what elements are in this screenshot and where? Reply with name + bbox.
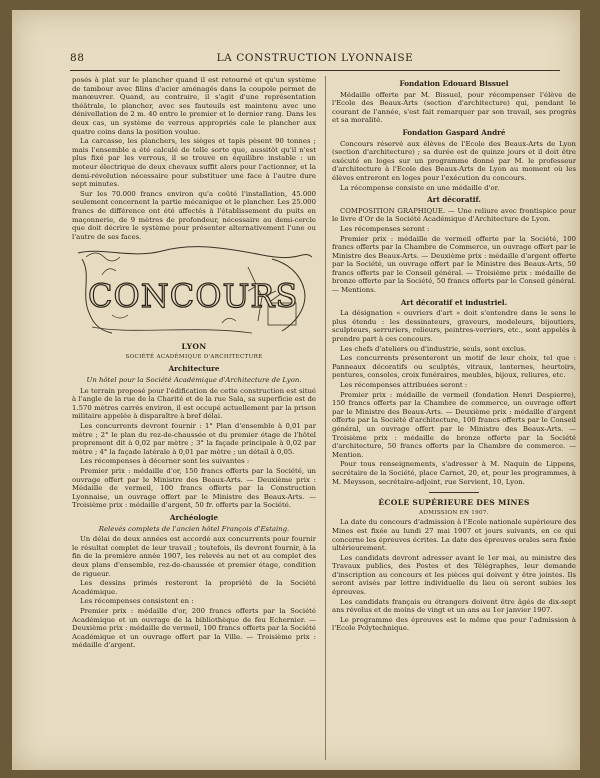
mines-para-1: La date du concours d'admission à l'Ecole nationale supérieure des Mines est fixée au lundi 27 mai 1907 et jours suivants, en ce qui concerne les épreuves écrites. La date des épreuves orales sera fixée ultérieurement. xyxy=(332,518,576,553)
architecture-subject: Un hôtel pour la Société Académique d'Architecture de Lyon. xyxy=(86,376,302,385)
andre-para-2: La récompense consiste en une médaille d'or. xyxy=(340,183,500,192)
concours-banner xyxy=(72,245,316,337)
deco-para-1: Les récompenses seront : xyxy=(340,224,430,233)
mines-para-4: Le programme des épreuves est le même que pour l'admission à l'Ecole Polytechnique. xyxy=(332,615,576,633)
mines-subheading: ADMISSION EN 1907. xyxy=(419,509,489,516)
journal-title: LA CONSTRUCTION LYONNAISE xyxy=(216,52,414,64)
archeo-para-4: Premier prix : médaille d'or, 200 francs offerts par la Société Académique et un ouvrage de la bibliothèque de feu Echernier. — Deuxième prix : médaille de vermeil, 100 francs offerts par la Société Académique et un ouvrage offert par la Ville. — Troisième prix : médaille d'argent. xyxy=(72,606,316,650)
section-separator xyxy=(429,492,479,493)
page-header xyxy=(70,52,560,66)
deco-para-2: Premier prix : médaille de vermeil offerte par la Société, 100 francs offerts par la Chambre de Commerce, un ouvrage offert par le Ministre des Beaux-Arts. — Deuxième prix : médaille d'argent offerte par la Société, un ouvrage offert par le Ministre des Beaux-Arts, 50 francs offerts par le Conseil général. — Troisième prix : médaille de bronze offerte par la Société, 50 francs offerts par le Conseil général. — Mentions. xyxy=(332,234,576,295)
archeo-para-2: Les dessins primés resteront la propriété de la Société Académique. xyxy=(72,579,316,596)
andre-para-1: Concours réservé aux élèves de l'Ecole des Beaux-Arts de Lyon (section d'architecture) ; sa durée est de quinze jours et il doit être exécuté en loges sur un programme donné par M. le professeur d'architecture à l'Ecole des Beaux-Arts de Lyon au moment où les élèves entreront en loges pour l'exécution du concours. xyxy=(332,139,576,182)
page-number: 88 xyxy=(70,52,85,64)
lyon-heading: LYON xyxy=(181,342,207,352)
concours-ornament xyxy=(72,245,316,337)
archi-para-2: Les concurrents devront fournir : 1° Plan d'ensemble à 0,01 par mètre ; 2° le plan du rez-de-chaussée et du premier étage de l'hôtel proprement dit à 0,02 par mètre ; 3° la façade principale à 0,02 par mètre ; 4° la façade latérale à 0,01 par mètre ; un détail à 0,05. xyxy=(72,422,316,456)
archeologie-heading: Archéologie xyxy=(169,512,219,522)
bissuel-para: Médaille offerte par M. Bissuel, pour récompenser l'élève de l'Ecole des Beaux-Arts (section d'architecture) qui, pendant le courant de l'année, s'est fait remarquer par son travail, ses progrès et sa moralité. xyxy=(332,90,576,125)
archeologie-subject: Relevés complets de l'ancien hôtel François d'Estaing. xyxy=(98,524,290,533)
indus-para-6: Pour tous renseignements, s'adresser à M. Naquin de Lippens, secrétaire de la Société, place Carnot, 20, et, pour les programmes, à M. Meysson, secrétaire-adjoint, rue Servient, 10, Lyon. xyxy=(332,460,576,486)
societe-subheading: SOCIÉTÉ ACADÉMIQUE D'ARCHITECTURE xyxy=(125,353,263,360)
architecture-heading: Architecture xyxy=(168,364,220,374)
indus-para-4: Les récompenses attribuées seront : xyxy=(340,381,468,389)
composition-graphique: COMPOSITION GRAPHIQUE. — Une reliure avec frontispice pour le livre d'Or de la Société Académique d'Architecture de Lyon. xyxy=(332,206,576,224)
intro-para-1: posés à plat sur le plancher quand il est retourné et qu'un système de tambour avec filins d'acier aménagés dans la coupole permet de manœuvrer. Quand, au contraire, il s'agit d'une représentation théâtrale, le plancher, avec ses fauteuils est maintenu avec une dénivellation de 2 m. 40 entre le premier et le dernier rang. Dans les deux cas, un système de verrous appropriés cale le plancher aux quatre coins dans la position voulue. xyxy=(72,76,316,136)
indus-para-2: Les chefs d'ateliers ou d'industrie, seuls, sont exclus. xyxy=(340,344,527,353)
right-column xyxy=(332,76,576,760)
archi-para-3: Les récompenses à décerner sont les suivantes : xyxy=(80,457,250,466)
mines-para-2: Les candidats devront adresser avant le 1er mai, au ministre des Travaux publics, des Postes et des Télégraphes, leur demande d'inscription au concours et les pièces qui doivent y être jointes. Ils seront avisés par lettre individuelle du lieu où seront subies les épreuves. xyxy=(332,553,576,597)
art-decoratif-heading: Art décoratif. xyxy=(427,195,481,205)
mines-para-3: Les candidats français ou étrangers doivent être âgés de dix-sept ans révolus et de moins de vingt et un ans au 1er janvier 1907. xyxy=(332,597,576,615)
archi-para-1: Le terrain proposé pour l'édification de cette construction est situé à l'angle de la rue de la Charité et de la rue Sala, sa superficie est de 1.570 mètres carrés environ, il est occupé actuellement par la prison militaire appelée à disparaître à bref délai. xyxy=(72,386,316,421)
archeo-para-1: Un délai de deux années est accordé aux concurrents pour fournir le résultat complet de leur travail ; toutefois, ils devront fournir, à la fin de la première année 1907, les relevés au net et au complet des deux plans d'ensemble, rez-de-chaussée et premier étage, condition de rigueur. xyxy=(72,535,316,578)
intro-para-3: Sur les 70.000 francs environ qu'a coûté l'installation, 45.000 seulement concernent la partie mécanique et le plancher. Les 25.000 francs de différence ont été affectés à l'établissement du puits en maçonnerie, de 9 mètres de profondeur, nécessaire au demi-cercle que doit décrire le système pour présenter alternativement l'une ou l'autre de ses faces. xyxy=(72,189,316,241)
column-divider xyxy=(325,76,326,760)
left-column xyxy=(72,76,316,760)
art-industriel-heading: Art décoratif et industriel. xyxy=(400,297,508,307)
mines-heading: ÉCOLE SUPÉRIEURE DES MINES xyxy=(378,498,530,508)
intro-para-2: La carcasse, les planchers, les sièges et tapis pèsent 90 tonnes ; mais l'ensemble a été calculé de telle sorte que, aussitôt qu'il n'est plus fixé par les verrous, il se trouve en équilibre instable : un moteur électrique de deux chevaux suffit alors pour l'actionner, et la demi-révolution nécessaire pour substituer une face à l'autre dure sept minutes. xyxy=(72,137,316,189)
archi-para-4: Premier prix : médaille d'or, 150 francs offerts par la Société, un ouvrage offert par le Ministre des Beaux-Arts. — Deuxième prix : Médaille de vermeil, 100 francs offerts par la Construction Lyonnaise, un ouvrage offert par le Ministre des Beaux-Arts. — Troisième prix : médaille d'argent, 50 fr. offerts par la Société. xyxy=(72,467,316,510)
concours-lettering: CONCOURS xyxy=(88,277,299,316)
andre-heading: Fondation Gaspard André xyxy=(402,127,506,137)
journal-page xyxy=(12,10,580,770)
bissuel-heading: Fondation Edouard Bissuel xyxy=(399,79,509,88)
header-rule xyxy=(70,70,560,71)
archeo-para-3: Les récompenses consistent en : xyxy=(80,597,194,606)
indus-para-3: Les concurrents présenteront un motif de leur choix, tel que : Panneaux décoratifs ou sculptés, vitraux, lanternes, heurtoirs, pentures, consoles, croix funéraires, meubles, bijoux, reliures, etc. xyxy=(332,354,576,380)
indus-para-1: La désignation « ouvriers d'art » doit s'entendre dans le sens le plus étendu : les dessinateurs, graveurs, modeleurs, bijoutiers, sculpteurs, serruriers, relieurs, peintres-verriers, etc., sont appelés à prendre part à ces concours. xyxy=(332,309,576,344)
indus-para-5: Premier prix : médaille de vermeil (fondation Henri Despierre), 150 francs offerts par la Chambre de commerce, un ouvrage offert par le Ministre des Beaux-Arts. — Deuxième prix : médaille d'argent offerte par la Société d'architecture, 100 francs offerts par le Conseil général, un ouvrage offert par le Ministre des Beaux-Arts. — Troisième prix : médaille de bronze offerte par la Société d'architecture, 50 francs offerts par la Chambre de commerce. — Mention. xyxy=(332,390,576,459)
